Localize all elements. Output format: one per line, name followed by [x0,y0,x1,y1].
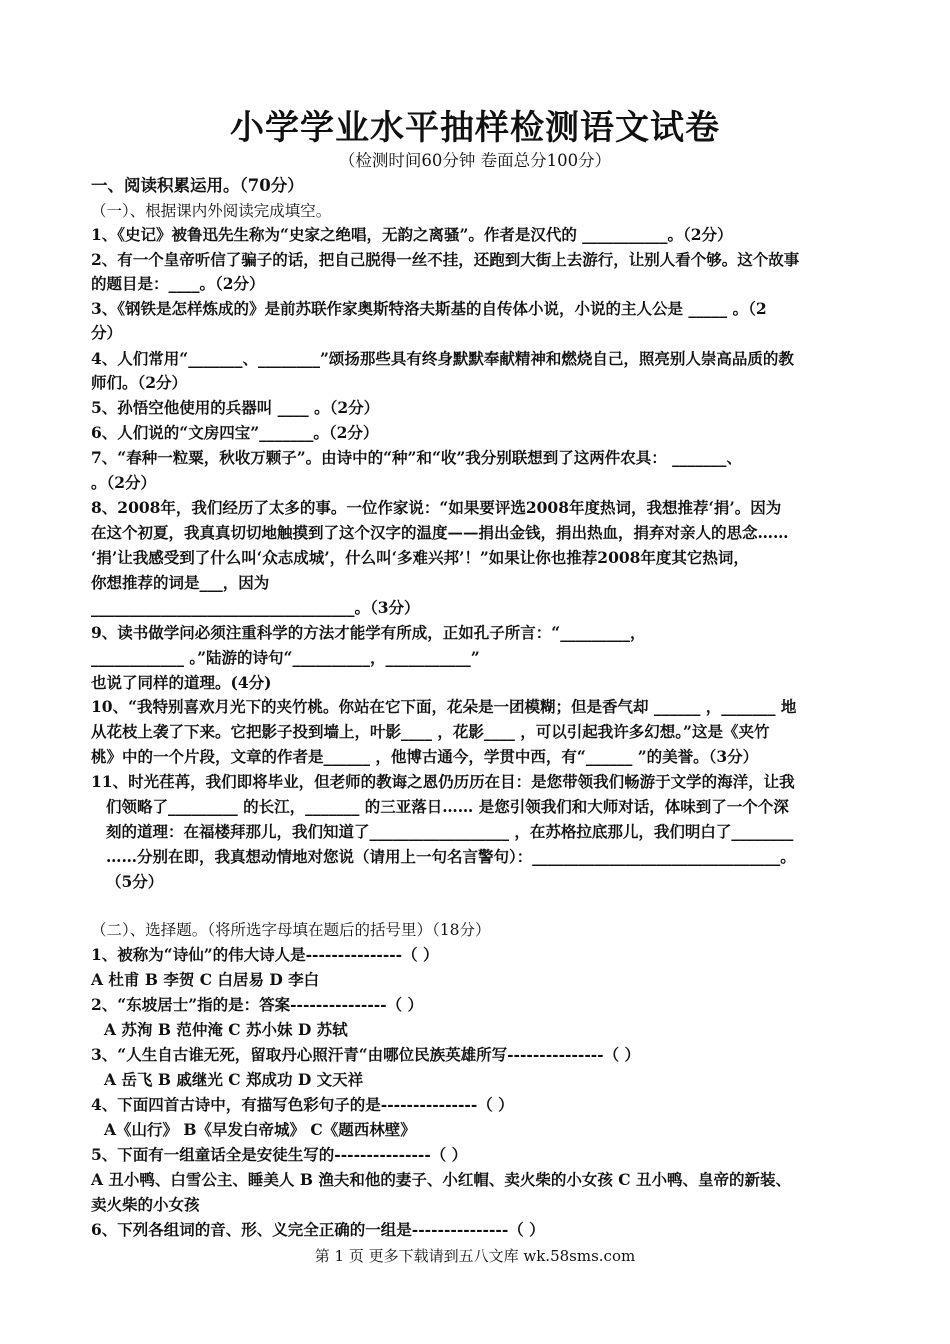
question-line: 们领略了_________ 的长江，_______ 的三亚落日…… 是您引领我们和大师对话，体味到了一个个深 [106,797,789,816]
question-line: 刻的道理：在福楼拜那儿，我们知道了__________________ ，在苏格拉底那儿，我们明白了________ [106,822,794,841]
choice-options: 卖火柴的小女孩 [91,1195,200,1214]
choice-options: A 岳飞 B 戚继光 C 郑成功 D 文天祥 [104,1070,364,1089]
question-line: 4、人们常用“_______、________”颂扬那些具有终身默默奉献精神和燃烧自己，照亮别人崇高品质的教 [91,349,794,368]
question-line: 1、《史记》被鲁迅先生称为“史家之绝唱，无韵之离骚”。作者是汉代的 ___________。（2分） [91,225,733,244]
question-line: ……分别在即，我真想动情地对您说（请用上一句名言警句）：________________________________。 [106,847,796,866]
question-line: 从花枝上袭了下来。它把影子投到墙上，叶影____ ，花影____ ，可以引起我许多幻想。”这是《夹竹 [91,722,770,741]
page-footer: 第 1 页 更多下载请到五八文库 wk.58sms.com [314,1247,636,1265]
choice-question: 2、“东坡居士”指的是：答案---------------（ ） [91,995,424,1014]
question-line: 分） [91,323,123,342]
section-heading: （二）、选择题。（将所选字母填在题后的括号里）（18分） [91,921,491,939]
question-line: 11、时光荏苒，我们即将毕业，但老师的教诲之恩仍历历在目：是您带领我们畅游于文学的海洋，让我 [91,772,795,791]
question-line: 也说了同样的道理。(4分) [91,673,272,692]
question-line: __________________________________。（3分） [91,598,420,617]
question-line: 你想推荐的词是___，因为 [91,573,270,592]
question-line: 师们。（2分） [91,373,188,392]
choice-question: 6、下列各组词的音、形、义完全正确的一组是---------------（ ） [91,1220,545,1239]
choice-options: A 杜甫 B 李贺 C 白居易 D 李白 [91,970,320,989]
choice-options: A 丑小鸭、白雪公主、睡美人 B 渔夫和他的妻子、小红帽、卖火柴的小女孩 C 丑小鸭、皇帝的新装、 [91,1170,791,1189]
question-line: （5分） [106,872,164,891]
choice-options: A 苏洵 B 范仲淹 C 苏小妹 D 苏轼 [104,1020,348,1039]
question-line: ____________ 。”陆游的诗句“__________，___________” [91,648,480,667]
page-subtitle: （检测时间60分钟 卷面总分100分） [338,151,612,170]
choice-question: 1、被称为“诗仙”的伟大诗人是---------------（ ） [91,945,439,964]
question-line: 3、《钢铁是怎样炼成的》是前苏联作家奥斯特洛夫斯基的自传体小说，小说的主人公是 _____ 。（2 [91,299,767,318]
choice-question: 4、下面四首古诗中，有描写色彩句子的是---------------（ ） [91,1095,514,1114]
part-heading: （一）、根据课内外阅读完成填空。 [91,202,332,220]
question-line: ‘捐’让我感受到了什么叫‘众志成城’，什么叫‘多难兴邦’！”如果让你也推荐2008年度其它热词， [91,548,749,567]
question-line: 。（2分） [91,473,157,492]
question-line: 桃》中的一个片段，文章的作者是______ ，他博古通今，学贯中西，有“______ ”的美誉。（3分） [91,747,759,766]
section-heading: 一、阅读积累运用。（70分） [91,176,304,195]
choice-options: A《山行》 B《早发白帝城》 C《题西林壁》 [104,1120,416,1139]
question-line: 在这个初夏，我真真切切地触摸到了这个汉字的温度——捐出金钱，捐出热血，捐弃对亲人的思念…… [91,523,789,542]
question-line: 10、“我特别喜欢月光下的夹竹桃。你站在它下面，花朵是一团模糊；但是香气却 ______ ，_______ 地 [91,697,797,716]
question-line: 2、有一个皇帝听信了骗子的话，把自己脱得一丝不挂，还跑到大街上去游行，让别人看个够。这个故事 [91,250,800,269]
question-line: 7、“春种一粒粟，秋收万颗子”。由诗中的“种”和“收”我分别联想到了这两件农具： _______、 [91,448,742,467]
question-line: 的题目是：____。（2分） [91,274,265,293]
question-line: 6、人们说的“文房四宝”_______。（2分） [91,423,379,442]
question-line: 5、孙悟空他使用的兵器叫 ____ 。（2分） [91,398,380,417]
question-line: 9、读书做学问必须注重科学的方法才能学有所成，正如孔子所言：“_________， [91,623,646,642]
question-line: 8、2008年，我们经历了太多的事。一位作家说：“如果要评选2008年度热词，我想推荐‘捐’。因为 [91,498,782,517]
choice-question: 3、“人生自古谁无死，留取丹心照汗青“由哪位民族英雄所写---------------（ ） [91,1045,641,1064]
page-title: 小学学业水平抽样检测语文试卷 [230,108,720,148]
choice-question: 5、下面有一组童话全是安徒生写的---------------（ ） [91,1145,468,1164]
